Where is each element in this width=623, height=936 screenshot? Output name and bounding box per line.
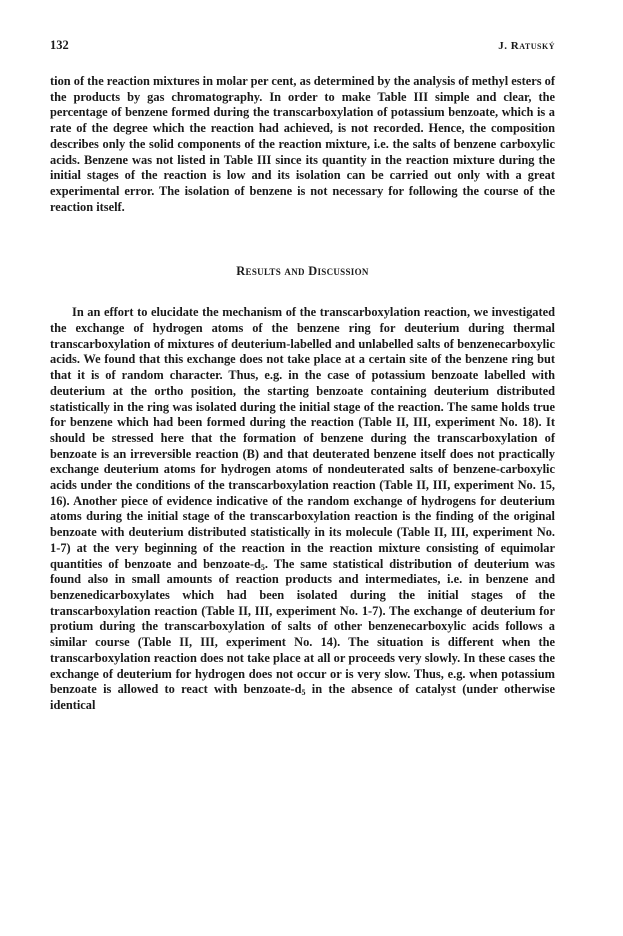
paragraph-continued: tion of the reaction mixtures in molar per cent, as determined by the analysis of methyl esters of the products by gas chromatography. In order to make Table III simple and clear, the percentage of benzene formed during the transcarboxylation of potassium benzoate, which is a rate of the degree which the reaction had achieved, is not recorded. Hence, the composition describes only the solid components of the reaction mixture, i.e. the salts of benzene carboxylic acids. Benzene was not listed in Table III since its quantity in the reaction mixture during the initial stages of the reaction is low and its isolation can be carried out only with a great experimental error. The isolation of benzene is not necessary for following the course of the reaction itself.	[50, 74, 555, 214]
running-author: J. Ratuský	[498, 40, 555, 52]
paper-page	[50, 38, 555, 714]
page-number: 132	[50, 38, 69, 52]
section-heading: Results and Discussion	[236, 264, 369, 279]
running-header	[50, 38, 555, 56]
subscript-d5-first: 5	[260, 562, 265, 572]
paragraph-text-part-1: In an effort to elucidate the mechanism of the transcarboxylation reaction, we investigated the exchange of hydrogen atoms of the benzene ring for deuterium during thermal transcarboxylation of mixtures of deuterium-labelled and unlabelled salts of benzenecarboxylic acids. We found that this exchange does not take place at a certain site of the benzene ring but that it is of random character. Thus, e.g. in the case of potassium benzoate labelled with deuterium at the ortho position, the starting benzoate containing deuterium distributed statistically in the ring was isolated during the initial stage of the reaction. The same holds true for benzene which had been formed during the reaction (Table II, III, experiment No. 18). It should be stressed here that the formation of benzene during the transcarboxylation of benzoate is an irreversible reaction (B) and that deuterated benzene itself does not practically exchange deuterium atoms for hydrogen atoms of nondeuterated salts of benzene-carboxylic acids under the conditions of the transcarboxylation reaction (Table II, III, experiment No. 15, 16). Another piece of evidence indicative of the random exchange of hydrogens for deuterium atoms during the initial stage of the transcarboxylation reaction is the finding of the original benzoate with deuterium distributed statistically in its molecule (Table II, III, experiment No. 1-7) at the very beginning of the reaction in the reaction mixture consisting of equimolar quantities of benzoate and benzoate-d	[50, 305, 555, 571]
paragraph-results	[50, 305, 555, 713]
subscript-d5-second: 5	[301, 688, 306, 698]
paragraph-text-part-2: . The same statistical distribution of deuterium was found also in small amounts of reaction products and intermediates, i.e. in benzene and benzenedicarboxylates which had been isolated during the initial stages of the transcarboxylation reaction (Table II, III, experiment No. 1-7). The exchange of deuterium for protium during the transcarboxylation of salts of other benzenecarboxylic acids follows a similar course (Table II, III, experiment No. 14). The situation is different when the transcarboxylation reaction does not take place at all or proceeds very slowly. In these cases the exchange of deuterium for hydrogen does not occur or is very slow. Thus, e.g. when potassium benzoate is allowed to react with benzoate-d	[50, 556, 555, 697]
paragraph-text-part-3: in the absence of catalyst (under otherwise identical	[50, 682, 555, 712]
